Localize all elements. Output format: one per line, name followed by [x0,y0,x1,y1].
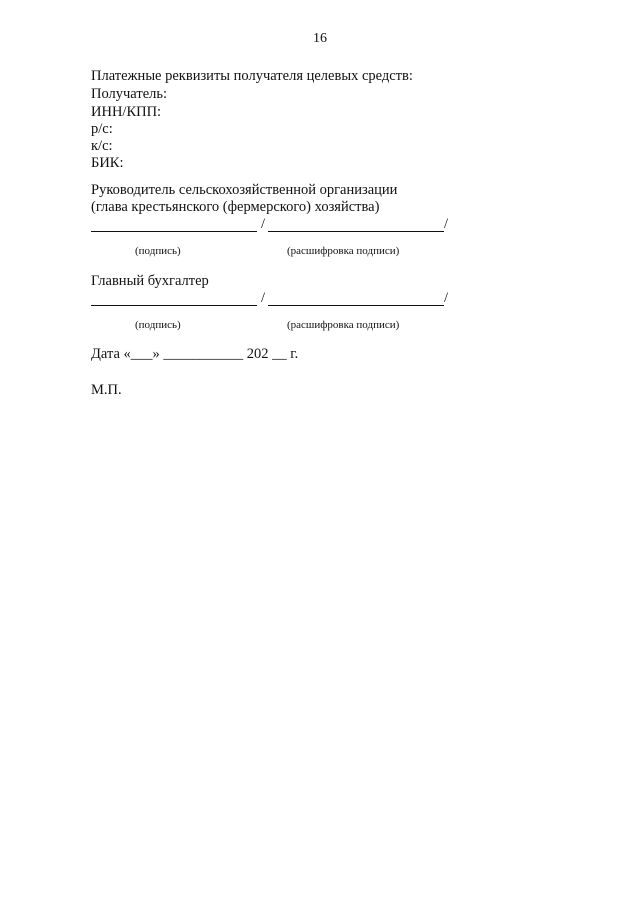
accountant-title: Главный бухгалтер [91,273,209,289]
head-decoding-line [268,231,444,232]
inn-kpp-label: ИНН/КПП: [91,104,162,120]
accountant-decoding-caption: (расшифровка подписи) [287,319,400,331]
bik-label: БИК: [91,155,124,171]
head-title-line1: Руководитель сельскохозяйственной организации [91,182,398,198]
recipient-label: Получатель: [91,86,168,102]
head-title-line2: (глава крестьянского (фермерского) хозяйства) [91,199,380,215]
head-signature-slash: / [261,216,266,232]
stamp-place: М.П. [91,382,122,398]
head-signature-line [91,231,257,232]
accountant-signature-line [91,305,257,306]
payment-details-heading: Платежные реквизиты получателя целевых средств: [91,68,413,84]
head-decoding-slash: / [444,216,449,232]
corr-account-label: к/с: [91,138,113,154]
head-decoding-caption: (расшифровка подписи) [287,245,400,257]
accountant-signature-slash: / [261,290,266,306]
date-line: Дата «___» ___________ 202 __ г. [91,346,299,362]
accountant-decoding-slash: / [444,290,449,306]
account-label: р/с: [91,121,113,137]
accountant-signature-caption: (подпись) [135,319,181,331]
accountant-decoding-line [268,305,444,306]
page-number: 16 [313,31,327,46]
head-signature-caption: (подпись) [135,245,181,257]
